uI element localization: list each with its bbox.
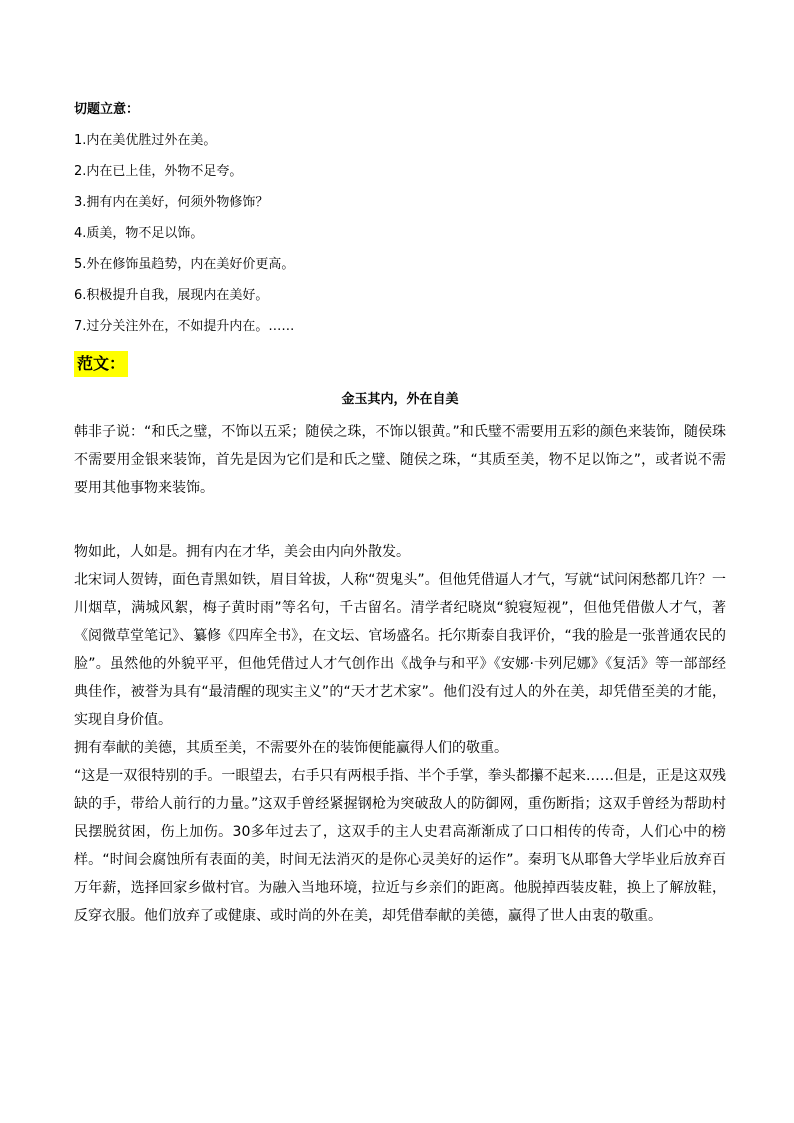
sample-label: 范文：: [74, 351, 128, 377]
point-item: 6.积极提升自我，展现内在美好。: [74, 288, 269, 303]
point-item: 4.质美，物不足以饰。: [74, 226, 204, 241]
essay-paragraph: 韩非子说：“和氏之璧，不饰以五采；随侯之珠，不饰以银黄。”和氏璧不需要用五彩的颜色来装饰，随侯珠不需要用金银来装饰，首先是因为它们是和氏之璧、随侯之珠，“其质至美，物不足以饰之”，或者说不需要用其他事物来装饰。: [74, 424, 726, 496]
document-page: [74, 100, 726, 930]
point-item: 5.外在修饰虽趋势，内在美好价更高。: [74, 257, 295, 272]
essay-paragraph: 北宋词人贺铸，面色青黑如铁，眉目耸拔，人称“贺鬼头”。但他凭借逼人才气，写就“试问闲愁都几许？一川烟草，满城风絮，梅子黄时雨”等名句，千古留名。清学者纪晓岚“貌寝短视”，但他凭借傲人才气，著《阅微草堂笔记》、纂修《四库全书》，在文坛、官场盛名。托尔斯泰自我评价，“我的脸是一张普通农民的脸”。虽然他的外貌平平，但他凭借过人才气创作出《战争与和平》《安娜·卡列尼娜》《复活》等一部部经典佳作，被誉为具有“最清醒的现实主义”的“天才艺术家”。他们没有过人的外在美，却凭借至美的才能，实现自身价值。: [74, 572, 726, 728]
paragraph-spacer: [74, 502, 726, 538]
essay-paragraph: “这是一双很特别的手。一眼望去，右手只有两根手指、半个手掌，拳头都攥不起来……但是，正是这双残缺的手，带给人前行的力量。”这双手曾经紧握钢枪为突破敌人的防御网，重伤断指；这双手曾经为帮助村民摆脱贫困，伤上加伤。30多年过去了，这双手的主人史君高渐渐成了口口相传的传奇，人们心中的榜样。“时间会腐蚀所有表面的美，时间无法消灭的是你心灵美好的运作”。秦玥飞从耶鲁大学毕业后放弃百万年薪，选择回家乡做村官。为融入当地环境，拉近与乡亲们的距离。他脱掉西装皮鞋，换上了解放鞋，反穿衣服。他们放弃了或健康、或时尚的外在美，却凭借奉献的美德，赢得了世人由衷的敬重。: [74, 768, 726, 924]
essay-paragraph: 物如此，人如是。拥有内在才华，美会由内向外散发。: [74, 544, 410, 560]
section-heading: 切题立意：: [74, 102, 140, 117]
point-item: 7.过分关注外在，不如提升内在。……: [74, 319, 295, 334]
essay-title: 金玉其内，外在自美: [341, 392, 459, 407]
point-item: 2.内在已上佳，外物不足夸。: [74, 164, 243, 179]
point-list: [74, 131, 726, 337]
point-item: 1.内在美优胜过外在美。: [74, 133, 217, 148]
point-item: 3.拥有内在美好，何须外物修饰？: [74, 195, 269, 210]
essay-paragraph: 拥有奉献的美德，其质至美，不需要外在的装饰便能赢得人们的敬重。: [74, 740, 508, 756]
sample-label-row: [74, 350, 726, 378]
